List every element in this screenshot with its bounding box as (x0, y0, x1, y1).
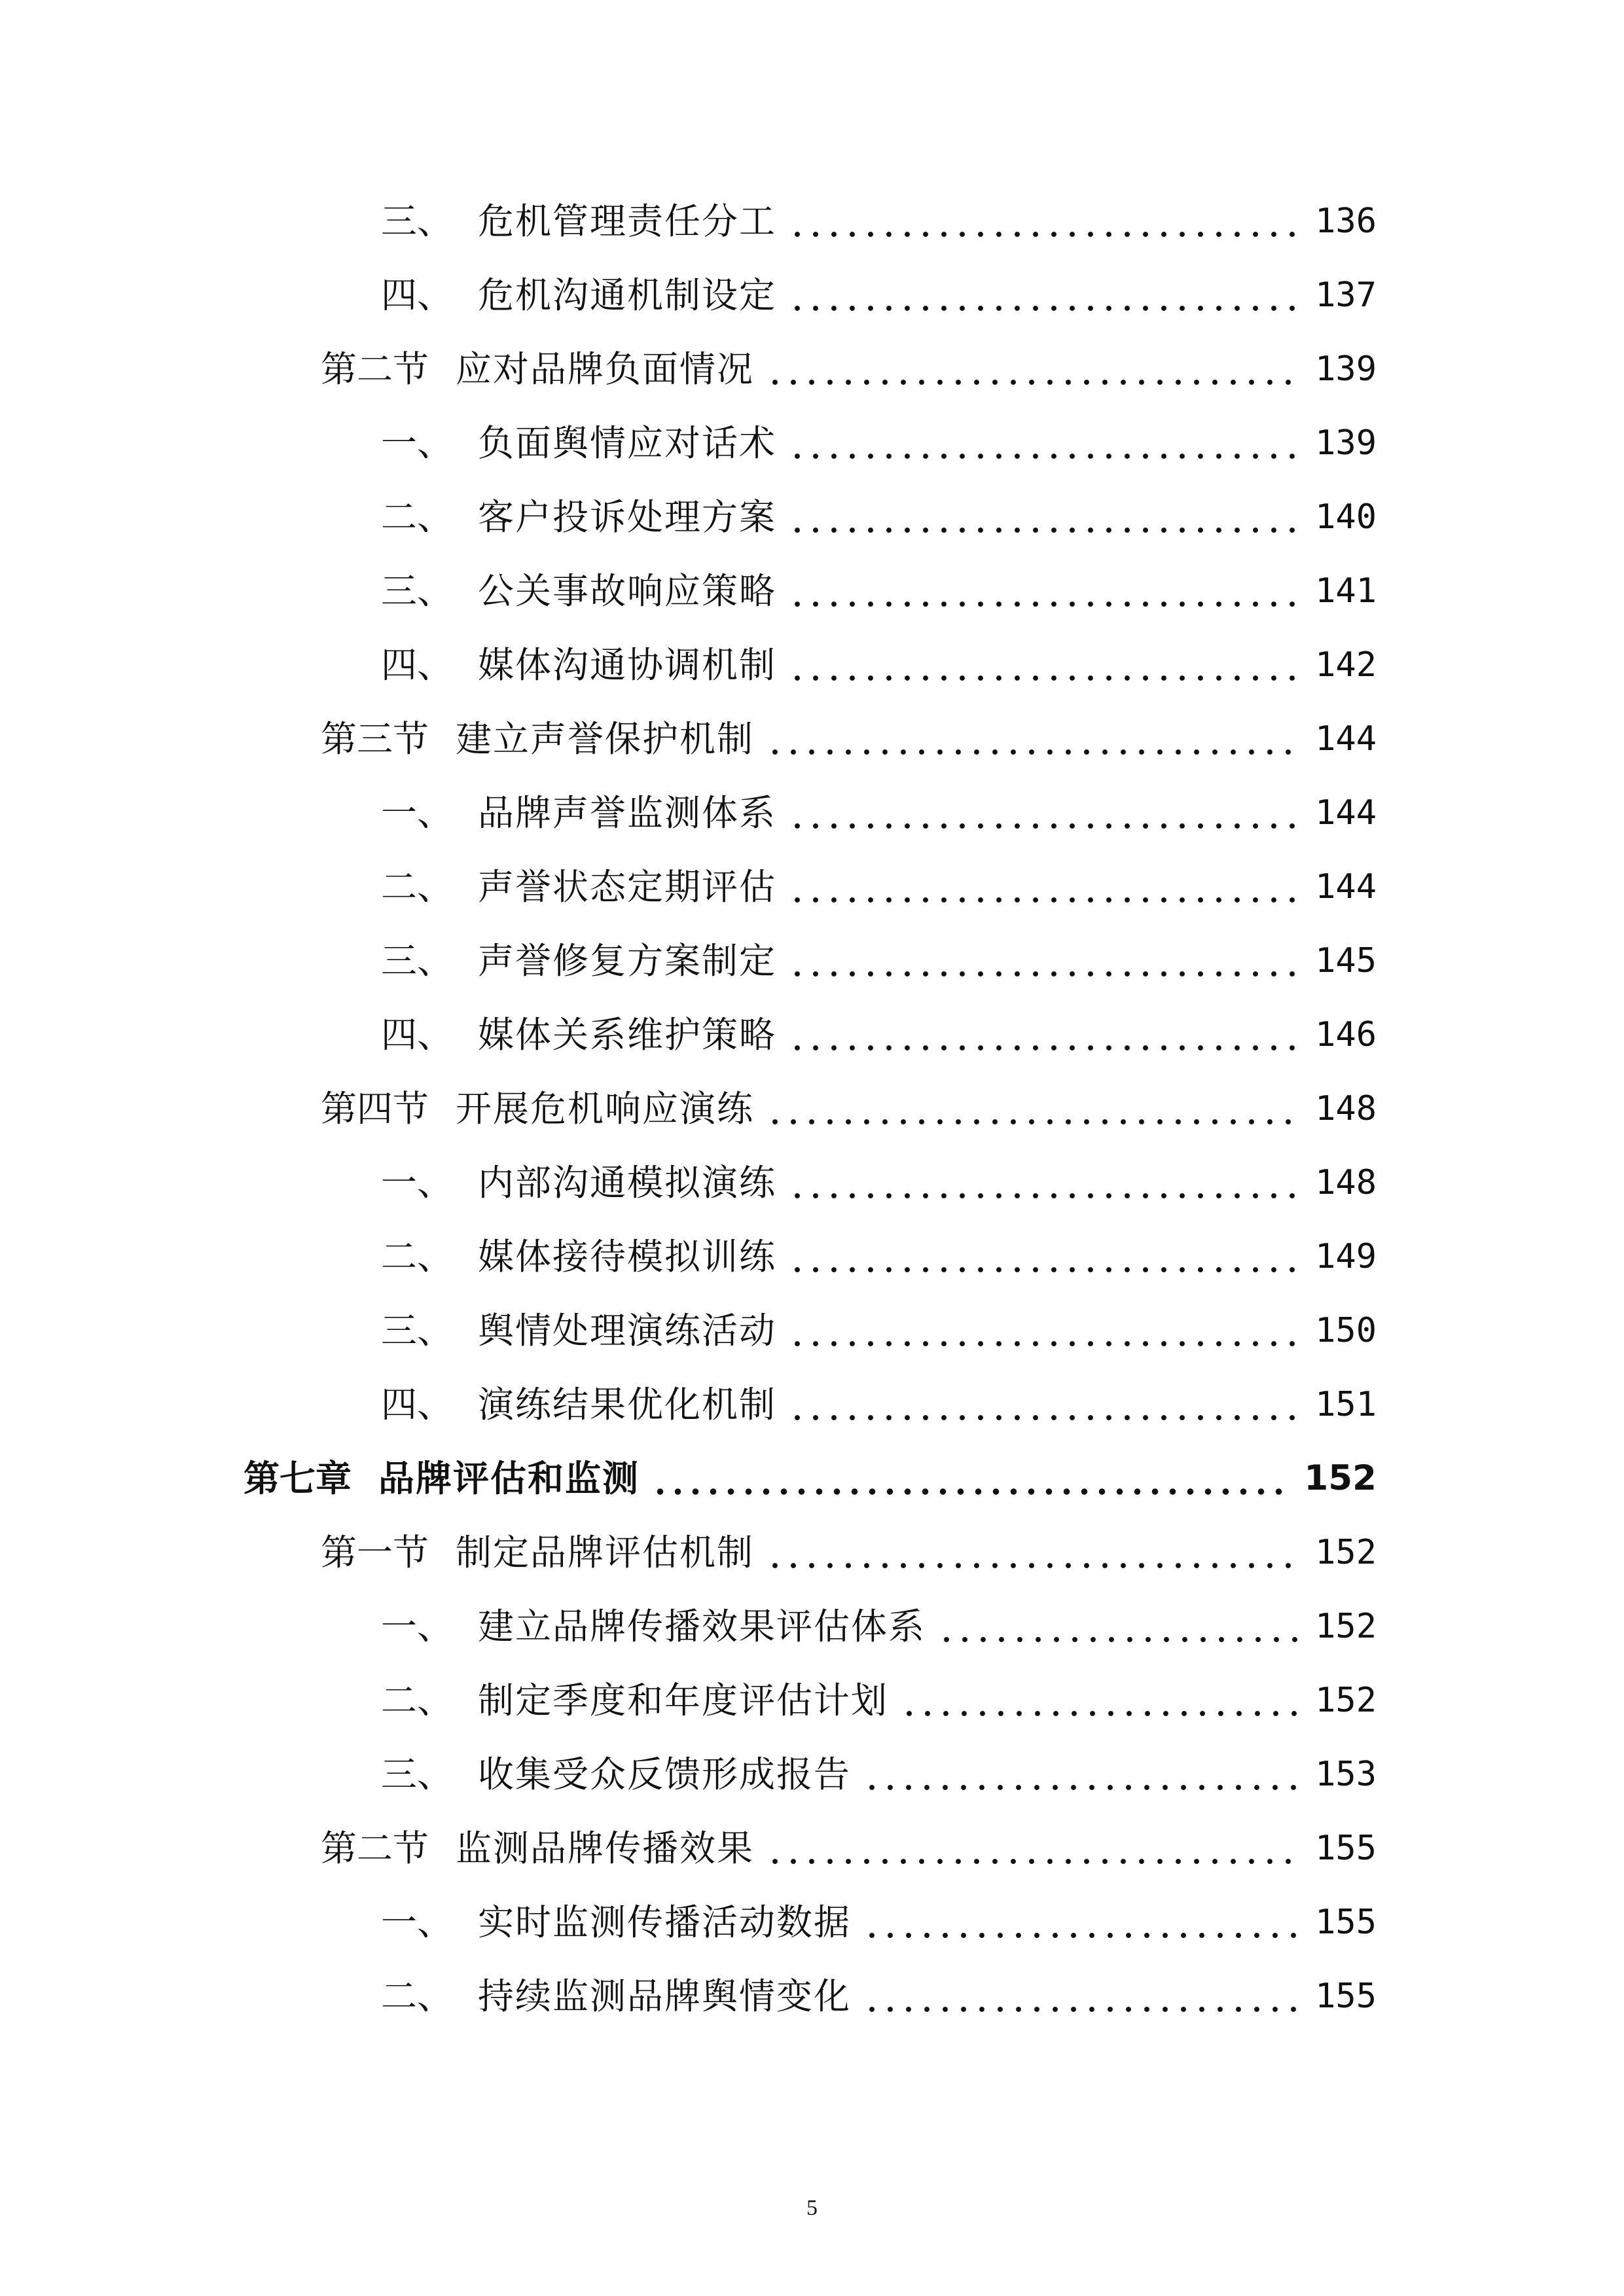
dot-leader (766, 1526, 1303, 1579)
dot-leader (788, 787, 1303, 839)
toc-entry[interactable] (381, 787, 1377, 839)
toc-entry-number: 二、 (381, 1975, 454, 2017)
toc-entry-page: 152 (1315, 1681, 1377, 1720)
toc-entry-number: 第三节 (321, 718, 429, 760)
toc-entry-page: 152 (1304, 1458, 1377, 1498)
toc-entry-number: 一、 (381, 1901, 454, 1943)
toc-entry-page: 145 (1315, 941, 1377, 980)
toc-entry[interactable] (321, 343, 1377, 395)
toc-entry-number: 一、 (381, 1605, 454, 1647)
toc-entry[interactable] (381, 565, 1377, 617)
toc-entry[interactable] (381, 1378, 1377, 1431)
dot-leader (651, 1452, 1292, 1505)
dot-leader (788, 861, 1303, 913)
toc-entry[interactable] (381, 1230, 1377, 1283)
dot-leader (863, 1896, 1303, 1948)
toc-entry-title: 收集受众反馈形成报告 (478, 1753, 852, 1795)
toc-entry-title: 品牌声誉监测体系 (478, 792, 777, 834)
dot-leader (788, 639, 1303, 691)
toc-entry-page: 144 (1315, 867, 1377, 906)
dot-leader (766, 1822, 1303, 1874)
toc-entry-page: 155 (1315, 1829, 1377, 1868)
toc-entry-number: 一、 (381, 1162, 454, 1204)
toc-entry-number: 一、 (381, 422, 454, 464)
toc-entry-title: 内部沟通模拟演练 (478, 1162, 777, 1204)
toc-entry[interactable] (381, 1674, 1377, 1727)
toc-entry-title: 声誉状态定期评估 (478, 866, 777, 908)
toc-entry-page: 152 (1315, 1607, 1377, 1646)
toc-entry[interactable] (381, 1009, 1377, 1061)
toc-entry-page: 149 (1315, 1237, 1377, 1276)
dot-leader (788, 935, 1303, 987)
dot-leader (788, 565, 1303, 617)
toc-entry-title: 品牌评估和监测 (378, 1458, 640, 1499)
toc-entry[interactable] (381, 417, 1377, 469)
toc-entry-number: 三、 (381, 1753, 454, 1795)
toc-entry-title: 开展危机响应演练 (456, 1088, 755, 1130)
toc-entry-number: 四、 (381, 274, 454, 316)
dot-leader (766, 343, 1303, 395)
toc-entry-page: 148 (1315, 1089, 1377, 1128)
toc-entry[interactable] (321, 1083, 1377, 1135)
toc-entry-title: 媒体接待模拟训练 (478, 1236, 777, 1278)
toc-entry[interactable] (321, 1822, 1377, 1874)
toc-entry[interactable] (381, 935, 1377, 987)
toc-entry-title: 建立声誉保护机制 (456, 718, 755, 760)
dot-leader (788, 491, 1303, 543)
toc-entry-page: 148 (1315, 1163, 1377, 1202)
toc-entry-number: 第一节 (321, 1532, 429, 1573)
dot-leader (788, 195, 1303, 247)
dot-leader (788, 269, 1303, 321)
toc-entry-page: 150 (1315, 1311, 1377, 1350)
toc-entry-title: 危机管理责任分工 (478, 200, 777, 242)
toc-entry[interactable] (381, 269, 1377, 321)
dot-leader (863, 1748, 1303, 1801)
toc-entry-title: 媒体关系维护策略 (478, 1014, 777, 1056)
toc-entry-page: 151 (1315, 1385, 1377, 1424)
dot-leader (788, 417, 1303, 469)
toc-entry-number: 三、 (381, 1310, 454, 1352)
dot-leader (766, 713, 1303, 765)
toc-entry[interactable] (381, 195, 1377, 247)
toc-entry-number: 第二节 (321, 1827, 429, 1869)
toc-entry-title: 声誉修复方案制定 (478, 940, 777, 982)
toc-entry-page: 144 (1315, 719, 1377, 759)
toc-entry-number: 三、 (381, 570, 454, 612)
dot-leader (788, 1157, 1303, 1209)
toc-entry-page: 139 (1315, 350, 1377, 389)
toc-entry-number: 三、 (381, 200, 454, 242)
dot-leader (788, 1378, 1303, 1431)
toc-entry-title: 实时监测传播活动数据 (478, 1901, 852, 1943)
toc-entry[interactable] (381, 491, 1377, 543)
toc-entry-number: 二、 (381, 866, 454, 908)
toc-entry[interactable] (381, 1748, 1377, 1801)
dot-leader (788, 1009, 1303, 1061)
toc-entry-title: 客户投诉处理方案 (478, 496, 777, 538)
toc-entry-title: 危机沟通机制设定 (478, 274, 777, 316)
toc-entry-title: 监测品牌传播效果 (456, 1827, 755, 1869)
toc-entry[interactable] (381, 1157, 1377, 1209)
toc-entry[interactable] (381, 1304, 1377, 1357)
toc-entry-title: 公关事故响应策略 (478, 570, 777, 612)
toc-entry[interactable] (381, 1970, 1377, 2022)
toc-entry-page: 142 (1315, 645, 1377, 685)
toc-entry-title: 媒体沟通协调机制 (478, 644, 777, 686)
toc-entry-number: 第四节 (321, 1088, 429, 1130)
dot-leader (788, 1230, 1303, 1283)
toc-entry[interactable] (321, 713, 1377, 765)
toc-entry-title: 持续监测品牌舆情变化 (478, 1975, 852, 2017)
toc-entry-number: 二、 (381, 1679, 454, 1721)
toc-entry-title: 演练结果优化机制 (478, 1384, 777, 1426)
toc-entry-page: 155 (1315, 1903, 1377, 1942)
toc-entry-number: 一、 (381, 792, 454, 834)
toc-entry-title: 应对品牌负面情况 (456, 348, 755, 390)
toc-entry-number: 第二节 (321, 348, 429, 390)
toc-entry[interactable] (381, 861, 1377, 913)
dot-leader (900, 1674, 1303, 1727)
toc-entry-page: 141 (1315, 571, 1377, 611)
toc-entry-number: 四、 (381, 644, 454, 686)
toc-entry-page: 140 (1315, 497, 1377, 537)
toc-entry-number: 四、 (381, 1014, 454, 1056)
toc-entry-page: 152 (1315, 1533, 1377, 1572)
toc-entry[interactable] (381, 1600, 1377, 1653)
toc-entry-page: 136 (1315, 202, 1377, 241)
dot-leader (766, 1083, 1303, 1135)
toc-entry-page: 144 (1315, 793, 1377, 833)
toc-entry-number: 二、 (381, 496, 454, 538)
toc-entry-page: 146 (1315, 1015, 1377, 1054)
toc-entry-title: 负面舆情应对话术 (478, 422, 777, 464)
toc-entry[interactable] (381, 1896, 1377, 1948)
toc-entry[interactable] (321, 1526, 1377, 1579)
toc-entry-page: 155 (1315, 1977, 1377, 2016)
toc-entry-number: 三、 (381, 940, 454, 982)
dot-leader (788, 1304, 1303, 1357)
dot-leader (863, 1970, 1303, 2022)
toc-entry-page: 153 (1315, 1755, 1377, 1794)
toc-entry[interactable] (381, 639, 1377, 691)
toc-entry-title: 舆情处理演练活动 (478, 1310, 777, 1352)
toc-entry-title: 建立品牌传播效果评估体系 (478, 1605, 926, 1647)
toc-entry-page: 139 (1315, 423, 1377, 463)
page-number: 5 (806, 2196, 818, 2220)
toc-chapter-entry[interactable] (244, 1452, 1377, 1505)
toc-entry-title: 制定季度和年度评估计划 (478, 1679, 889, 1721)
toc-entry-number: 四、 (381, 1384, 454, 1426)
toc-entry-number: 第七章 (244, 1458, 352, 1499)
toc-entry-number: 二、 (381, 1236, 454, 1278)
toc-entry-title: 制定品牌评估机制 (456, 1532, 755, 1573)
dot-leader (937, 1600, 1303, 1653)
toc-entry-page: 137 (1315, 276, 1377, 315)
